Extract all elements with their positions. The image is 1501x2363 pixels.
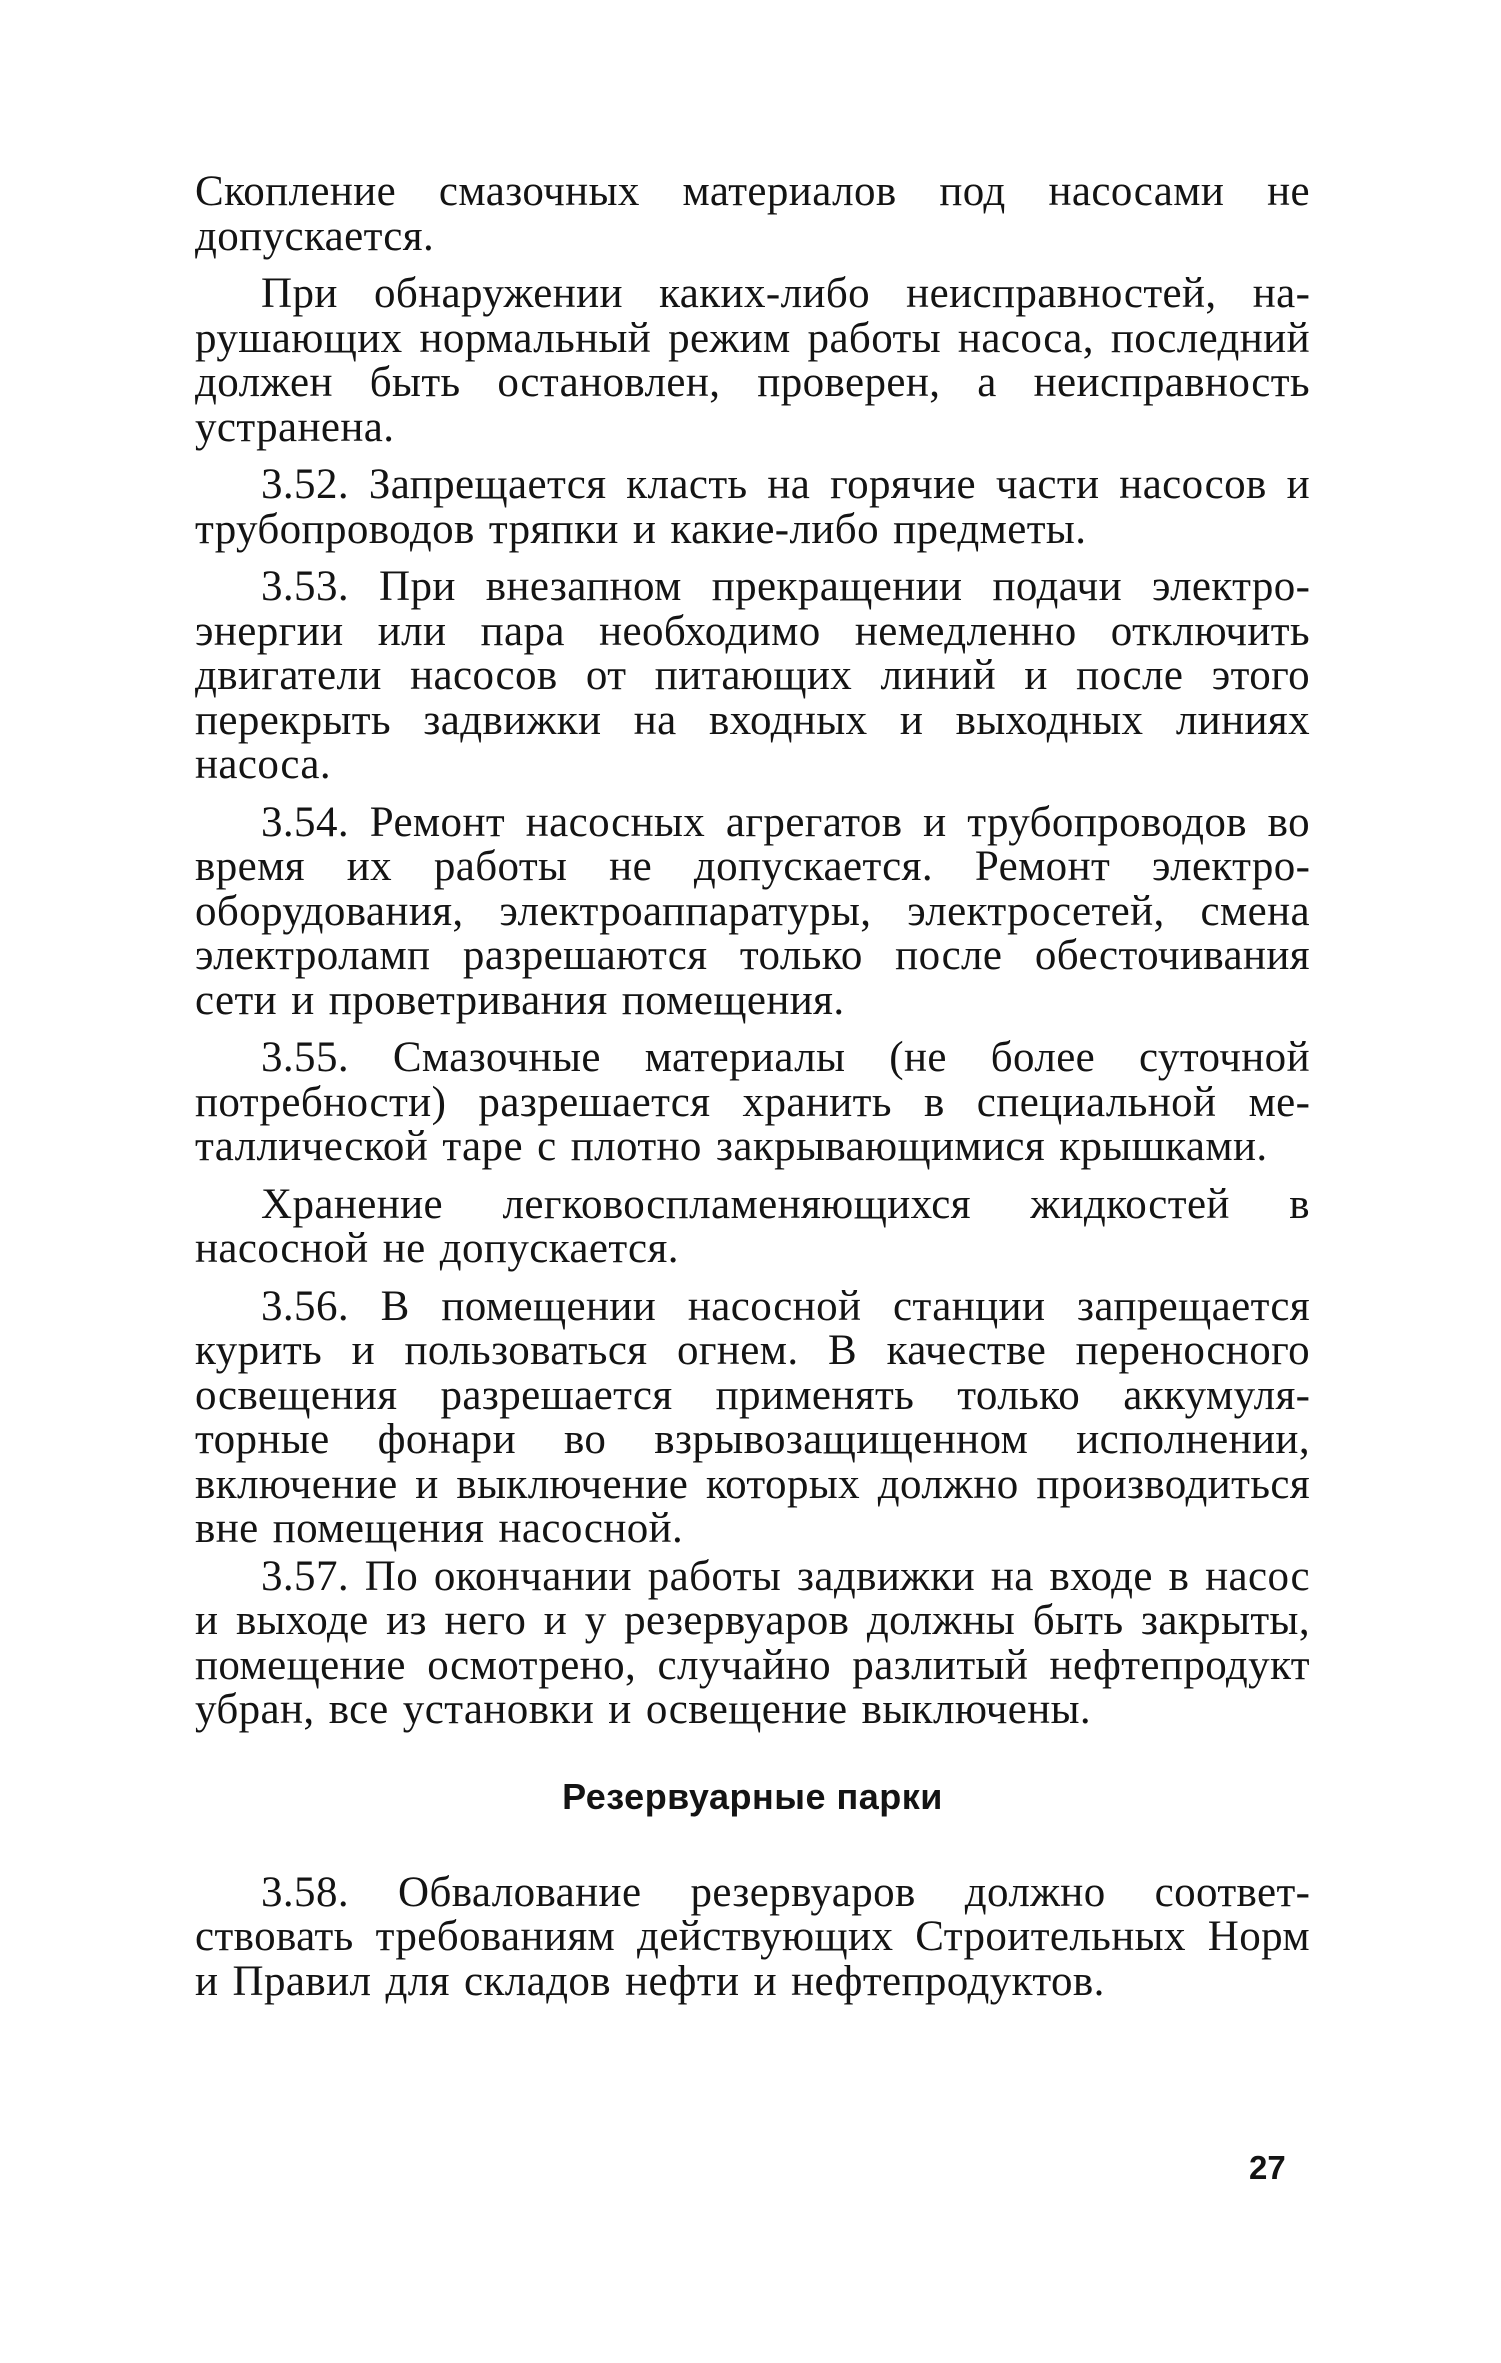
paragraph-3-52: 3.52. Запрещается класть на горячие части насосов и трубопроводов тряпки и какие-либо предметы. xyxy=(195,461,1310,553)
page-body xyxy=(195,170,1310,2017)
paragraph-3-54: 3.54. Ремонт насосных агрегатов и трубопроводов во время их работы не допускается. Ремонт электрооборудования, электроаппаратуры, электросетей, смена электроламп разрешаются только после обесточивания сети и проветривания помещения. xyxy=(195,798,1310,1024)
paragraph-malfunction: При обнаружении каких-либо неисправностей, нарушающих нормальный режим работы насоса, последний должен быть остановлен, проверен, а неисправность устранена. xyxy=(195,270,1310,451)
paragraph-3-57: 3.57. По окончании работы задвижки на входе в насос и выходе из него и у резервуаров должны быть закрыты, помещение осмотрено, случайно разлитый нефтепродукт убран, все установки и освещение выключены. xyxy=(195,1552,1310,1733)
paragraph-flammable-storage: Хранение легковоспламеняющихся жидкостей в насосной не допускается. xyxy=(195,1180,1310,1272)
paragraph-3-58: 3.58. Обвалование резервуаров должно соответствовать требованиям действующих Строительных Норм и Правил для складов нефти и нефтепродуктов. xyxy=(195,1868,1310,2005)
paragraph-3-56: 3.56. В помещении насосной станции запрещается курить и пользоваться огнем. В качестве переносного освещения разрешается применять только аккумуляторные фонари во взрывозащищенном исполнении, включение и выключение которых должно производиться вне помещения насосной. xyxy=(195,1282,1310,1552)
section-heading: Резервуарные парки xyxy=(562,1775,943,1817)
page-number: 27 xyxy=(1249,2149,1286,2186)
paragraph-3-53: 3.53. При внезапном прекращении подачи электроэнергии или пара необходимо немедленно отключить двигатели насосов от питающих линий и после этого перекрыть задвижки на входных и выходных линиях насоса. xyxy=(195,563,1310,788)
paragraph-3-55: 3.55. Смазочные материалы (не более суточной потребности) разрешается хранить в специальной металлической таре с плотно закрывающимися крышками. xyxy=(195,1034,1310,1170)
paragraph-lubricant-accumulation: Скопление смазочных материалов под насосами не допускается. xyxy=(195,168,1310,260)
